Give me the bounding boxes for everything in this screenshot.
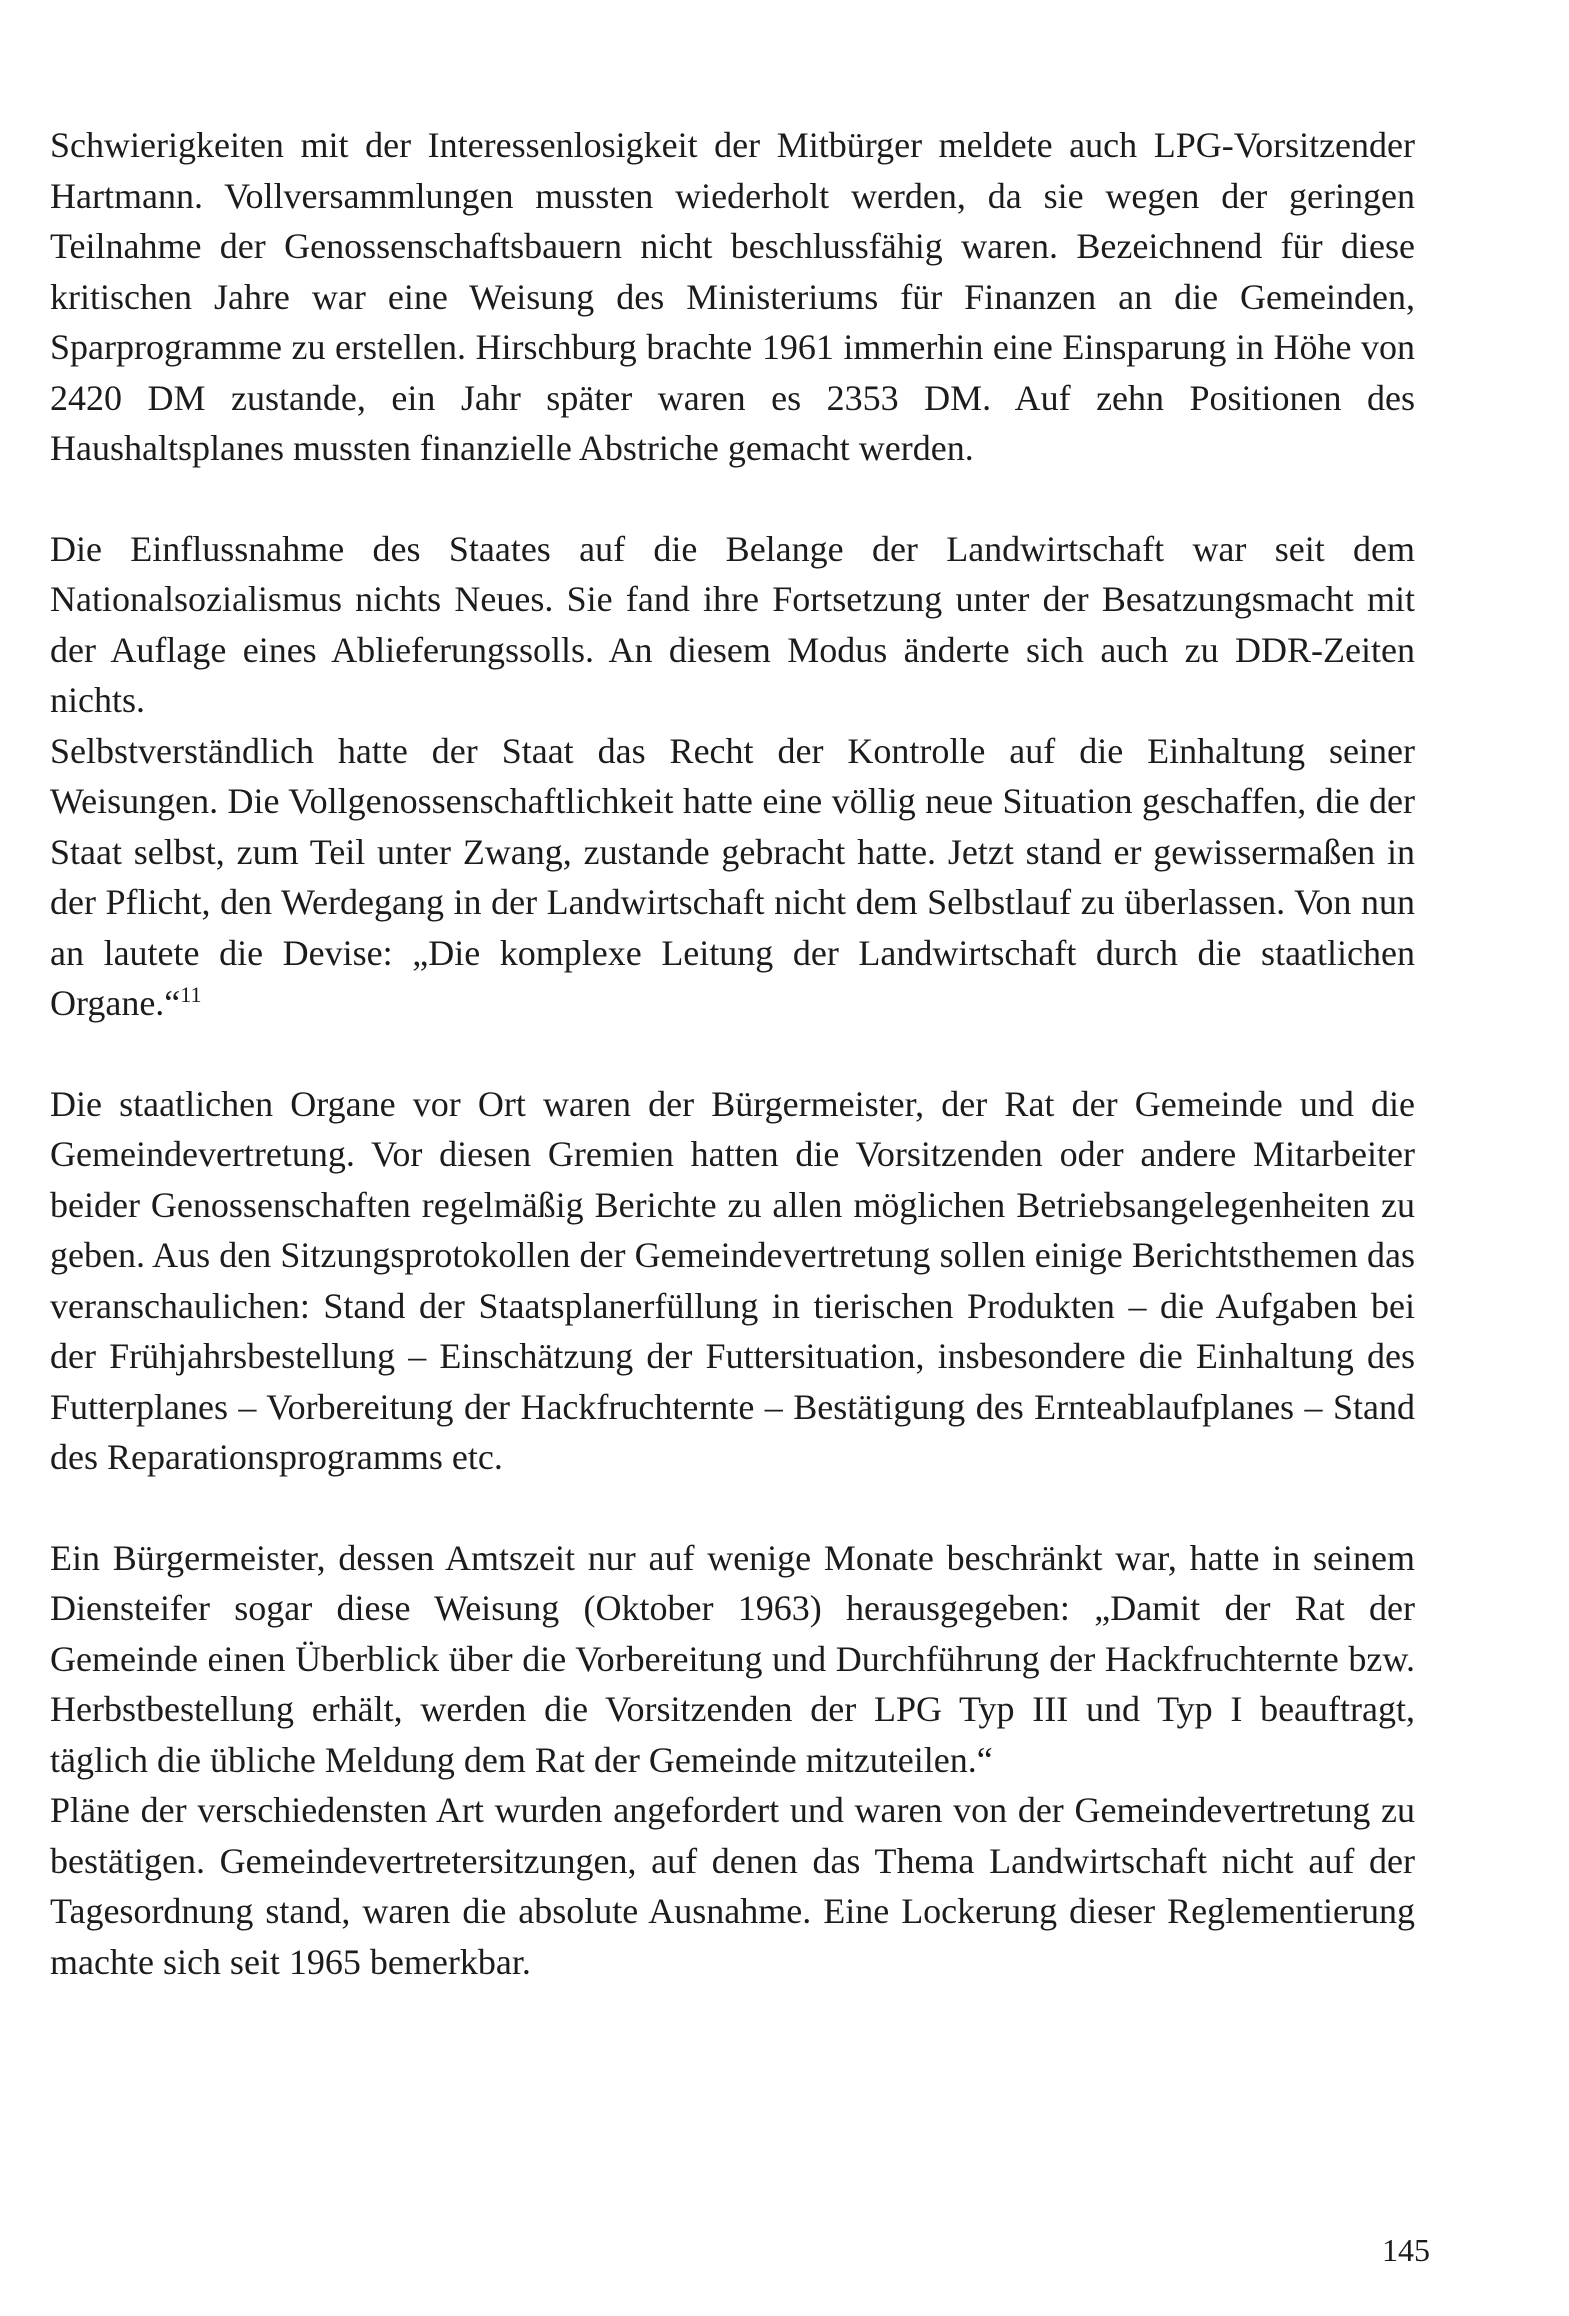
footnote-reference: 11 <box>180 982 202 1007</box>
page-number: 145 <box>1382 2232 1430 2268</box>
paragraph-2: Die Einflussnahme des Staates auf die Belange der Landwirtschaft war seit dem Nationalsozialismus nichts Neues. Sie fand ihre Fortsetzung unter der Besatzungsmacht mit der Auflage eines Ablieferungssolls. An diesem Modus änderte sich auch zu DDR-Zeiten nichts. <box>50 528 1415 720</box>
paragraph-3-text: Selbstverständlich hatte der Staat das Recht der Kontrolle auf die Einhaltung seiner Weisungen. Die Vollgenossenschaftlichkeit hatte eine völlig neue Situation geschaffen, die der Staat selbst, zum Teil unter Zwang, zustande gebracht hatte. Jetzt stand er gewissermaßen in der Pflicht, den Werdegang in der Landwirtschaft nicht dem Selbstlauf zu überlassen. Von nun an lautete die Devise: „Die komplexe Leitung der Landwirtschaft durch die staatlichen Organe.“ <box>50 730 1415 1023</box>
page-body <box>50 120 1415 1987</box>
paragraph-1: Schwierigkeiten mit der Interessenlosigkeit der Mitbürger meldete auch LPG-Vorsitzender Hartmann. Vollversammlungen mussten wiederholt werden, da sie wegen der geringen Teilnahme der Genossenschaftsbauern nicht beschlussfähig waren. Bezeichnend für diese kritischen Jahre war eine Weisung des Ministeriums für Finanzen an die Gemeinden, Sparprogramme zu erstellen. Hirschburg brachte 1961 immerhin eine Einsparung in Höhe von 2420 DM zustande, ein Jahr später waren es 2353 DM. Auf zehn Positionen des Haushaltsplanes mussten finanzielle Abstriche gemacht werden. <box>50 125 1415 468</box>
paragraph-3 <box>50 726 1415 1029</box>
paragraph-5: Ein Bürgermeister, dessen Amtszeit nur auf wenige Monate beschränkt war, hatte in seinem Diensteifer sogar diese Weisung (Oktober 1963) herausgegeben: „Damit der Rat der Gemeinde einen Überblick über die Vorbereitung und Durchführung der Hackfruchternte bzw. Herbstbestellung erhält, werden die Vorsitzenden der LPG Typ III und Typ I beauftragt, täglich die übliche Meldung dem Rat der Gemeinde mitzuteilen.“ <box>50 1537 1415 1780</box>
paragraph-6: Pläne der verschiedensten Art wurden angefordert und waren von der Gemeindevertretung zu bestätigen. Gemeindevertretersitzungen, auf denen das Thema Landwirtschaft nicht auf der Tagesordnung stand, waren die absolute Ausnahme. Eine Lockerung dieser Reglementierung machte sich seit 1965 bemerkbar. <box>50 1790 1415 1982</box>
paragraph-4: Die staatlichen Organe vor Ort waren der Bürgermeister, der Rat der Gemeinde und die Gemeindevertretung. Vor diesen Gremien hatten die Vorsitzenden oder andere Mitarbeiter beider Genossenschaften regelmäßig Berichte zu allen möglichen Betriebsangelegenheiten zu geben. Aus den Sitzungsprotokollen der Gemeindevertretung sollen einige Berichtsthemen das veranschaulichen: Stand der Staatsplanerfüllung in tierischen Produkten – die Aufgaben bei der Frühjahrsbestellung – Einschätzung der Futtersituation, insbesondere die Einhaltung des Futterplanes – Vorbereitung der Hackfruchternte – Bestätigung des Ernteablaufplanes – Stand des Reparationsprogramms etc. <box>50 1083 1415 1477</box>
